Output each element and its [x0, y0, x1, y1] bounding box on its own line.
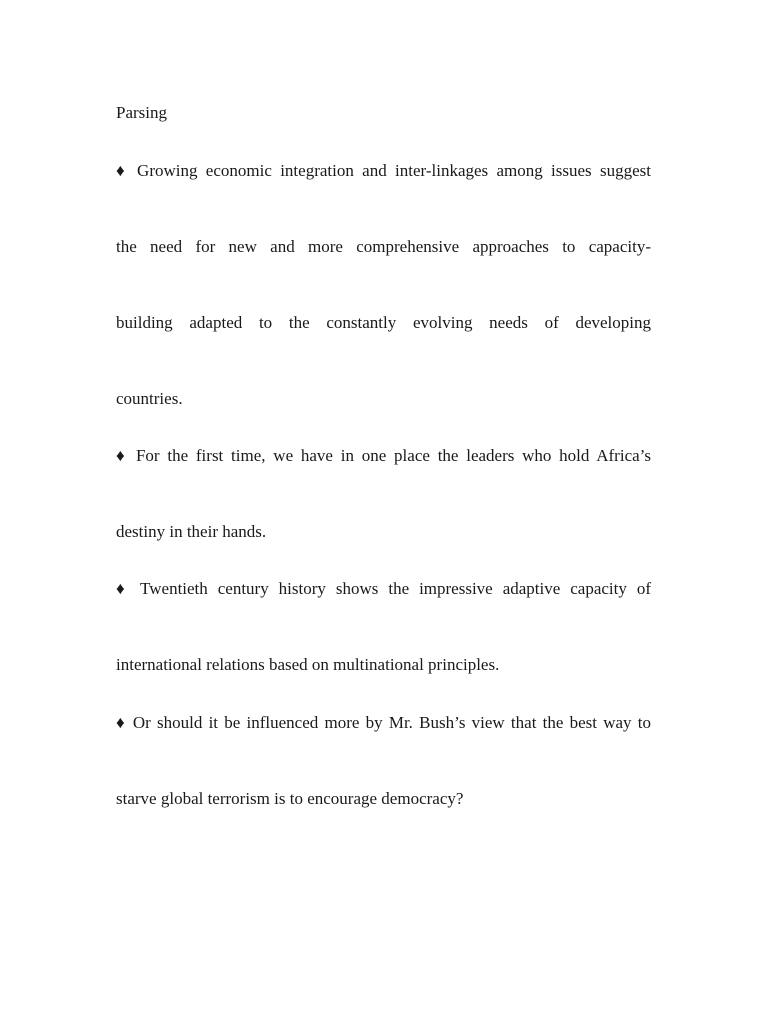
bullet-4-line-1: ♦ Or should it be influenced more by Mr. Bush’s view that the best way to [116, 713, 651, 732]
bullet-3-line-1: ♦ Twentieth century history shows the impressive adaptive capacity of [116, 579, 651, 598]
bullet-1-line-3: building adapted to the constantly evolving needs of developing [116, 313, 651, 332]
section-heading: Parsing [116, 103, 167, 122]
bullet-2-line-2: destiny in their hands. [116, 522, 267, 541]
bullet-2-line-1: ♦ For the first time, we have in one place the leaders who hold Africa’s [116, 446, 651, 465]
bullet-1-line-4: countries. [116, 389, 183, 408]
bullet-3-line-2: international relations based on multinational principles. [116, 655, 500, 674]
bullet-4-line-2: starve global terrorism is to encourage democracy? [116, 789, 464, 808]
bullet-1-line-1: ♦ Growing economic integration and inter-linkages among issues suggest [116, 161, 651, 180]
bullet-1-line-2: the need for new and more comprehensive approaches to capacity- [116, 237, 651, 256]
